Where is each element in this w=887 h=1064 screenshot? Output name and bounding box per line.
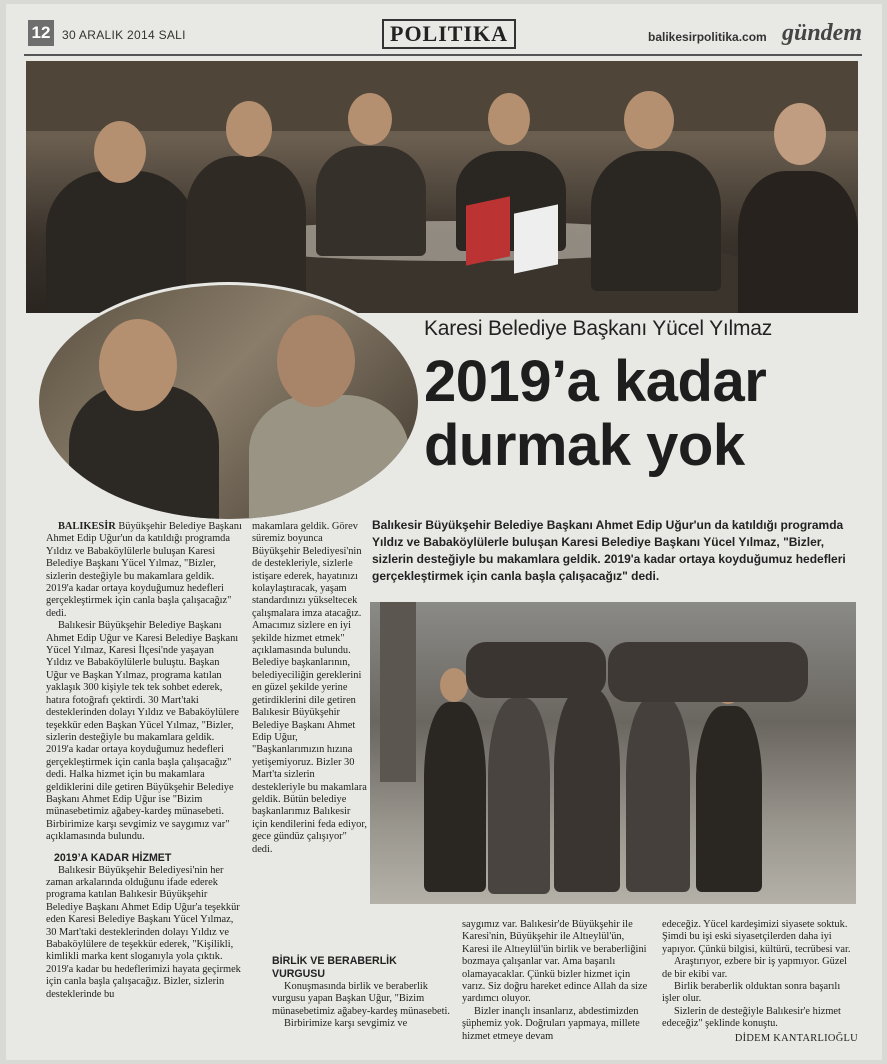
header-rule [24,54,862,56]
subheading-birlik: BİRLİK VE BERABERLİK VURGUSU [272,955,397,980]
author-byline: DİDEM KANTARLIOĞLU [734,1032,858,1044]
handshake-photo [36,282,421,522]
subheading-hizmet: 2019’A KADAR HİZMET [54,851,172,864]
article-headline [424,350,864,478]
page-header [24,16,866,52]
col2b-paragraph-1: Konuşmasında birlik ve beraberlik vurgusu yapan Başkan Uğur, "Bizim münasebetimiz ağabey-kardeş münasebeti. [272,981,451,1017]
col2-paragraph-1: makamlara geldik. Görev süremiz boyunca Büyükşehir Belediyesi'nin de destekleriyle, sizlerle istişare ederek, hayatınızı kolaylaştıracak, yaşam standardınızı yükseltecek çalışmalara imza atacağız. Amacımız sizlere en iyi şekilde hizmet etmek" açıklamasında bulundu. Belediye başkanlarının, belediyeciliğin gereklerini en güzel şekilde yerine getirdiklerini dile getiren Balıkesir Büyükşehir Belediye Başkanı Ahmet Edip Uğur, "Başkanlarımızın hızına yetişemiyoruz. Bizler 30 Mart'ta sizlerin destekleriyle bu makamlara geldik. Bütün belediye başkanlarımız Balıkesir için kendilerini feda ediyor, gece gündüz çalışıyor" dedi. [252,521,367,855]
website-url: balikesirpolitika.com [648,30,767,44]
article-column-4 [662,919,858,1044]
col3-paragraph-1: saygımız var. Balıkesir'de Büyükşehir ile Karesi'nin, Büyükşehir ile Altıeylül'ün, Karesi ile Altıeylül'ün birlik ve beraberliğini bozmaya çalışanlar var. Ama başarılı olamayacaklar. Çünkü bizler hizmet için varız. Siz doğru hareket edince Allah da size yardımcı oluyor. [462,919,648,1005]
article-column-2b [272,947,452,1031]
col1-paragraph-1: Büyükşehir Belediye Başkanı Ahmet Edip Uğur'un da katıldığı programda Yıldız ve Babaköylülerle buluşan Karesi Belediye Başkanı Yücel Yılmaz, "Bizler, sizlerin desteğiyle bu makamlara geldik. 2019'a kadar ortaya koyduğumuz hedefleri gerçekleştirmek için canla başla çalışacağız" dedi. [46,521,242,619]
banquet-photo [26,61,858,313]
section-title: gündem [781,20,862,46]
group-photo [370,602,856,904]
article-kicker: Karesi Belediye Başkanı Yücel Yılmaz [424,317,773,340]
col4-paragraph-1: edeceğiz. Yücel kardeşimizi siyasete soktuk. Şimdi bu işi eski siyasetçilerden daha iyi yapıyor. Çünkü bilgisi, kültürü, tecrübesi var. [662,919,851,955]
col3-paragraph-2: Bizler inançlı insanlarız, abdestimizden şüphemiz yok. Doğruları yapmaya, millete hizmet etmeye devam [462,1005,640,1042]
headline-line-2: durmak yok [424,413,745,478]
newspaper-page [6,4,882,1060]
col4-paragraph-2: Araştırıyor, ezbere bir iş yapmıyor. Güzel de bir ekibi var. [662,956,847,980]
logo-text: POLITIKA [382,19,516,49]
dateline-city: BALIKESİR [58,521,116,532]
issue-date: 30 ARALIK 2014 SALI [62,28,186,42]
headline-line-1: 2019’a kadar [424,349,767,414]
article-column-1 [46,521,242,1001]
page-number: 12 [28,20,54,46]
col1-paragraph-3: Balıkesir Büyükşehir Belediyesi'nin her zaman arkalarında olduğunu ifade ederek programa katılan Balıkesir Büyükşehir Belediye Başkanı Ahmet Edip Uğur'a teşekkür eden Karesi Belediye Başkanı Yücel Yılmaz, 30 Mart'taki desteklerinden dolayı Yıldız ve Babaköylülere de teşekkür ederek, "Kişilikli, kimlikli marka kent sloganıyla yola çıktık. 2019'a kadar bu hedeflerimizi hayata geçirmek için canla başla çalışacağız. Bizler, sizlerin desteklerinde bu [46,864,241,1000]
col4-paragraph-3: Birlik beraberlik olduktan sonra başarılı işler olur. [662,981,841,1005]
article-column-2 [252,521,368,856]
col1-paragraph-2: Balıkesir Büyükşehir Belediye Başkanı Ahmet Edip Uğur ve Karesi Belediye Başkanı Yücel Yılmaz, Karesi İlçesi'nde yaşayan Yıldız ve Babaköylülerle buluştu. Başkan Uğur ve Başkan Yılmaz, programa katılan yaklaşık 300 kişiyle tek tek sohbet ederek, hatıra fotoğrafı çektirdi. 30 Mart'taki desteklerinden dolayı Yıldız ve Babaköylülere teşekkür eden Başkan Yücel Yılmaz, "Bizler, sizlerin desteğiyle bu makamlara geldik. 2019'a kadar ortaya koyduğumuz hedefleri gerçekleştirmek için canla başla çalışacağız" dedi. Halka hizmet için bu makamlara geldiklerini dile getiren Büyükşehir Belediye Başkanı Ahmet Edip Uğur ise "Bizim münasebetimiz ağabey-kardeş münasebeti. Birbirimize karşı sevgimiz ve saygımız var" açıklamasında bulundu. [46,620,239,843]
col4-paragraph-4: Sizlerin de desteğiyle Balıkesir'e hizmet edeceğiz" şeklinde konuştu. [662,1005,841,1030]
col2b-paragraph-2: Birbirimize karşı sevgimiz ve [284,1018,408,1030]
newspaper-logo [382,18,516,50]
article-lead: Balıkesir Büyükşehir Belediye Başkanı Ahmet Edip Uğur'un da katıldığı programda Yıldız ve Babaköylülerle buluşan Karesi Belediye Başkanı Yücel Yılmaz, "Bizler, sizlerin desteğiyle bu makamlara geldik. 2019'a kadar ortaya koyduğumuz hedefleri gerçekleştirmek için canla başla çalışacağız" dedi. [372,518,846,583]
article-column-3 [462,919,652,1043]
